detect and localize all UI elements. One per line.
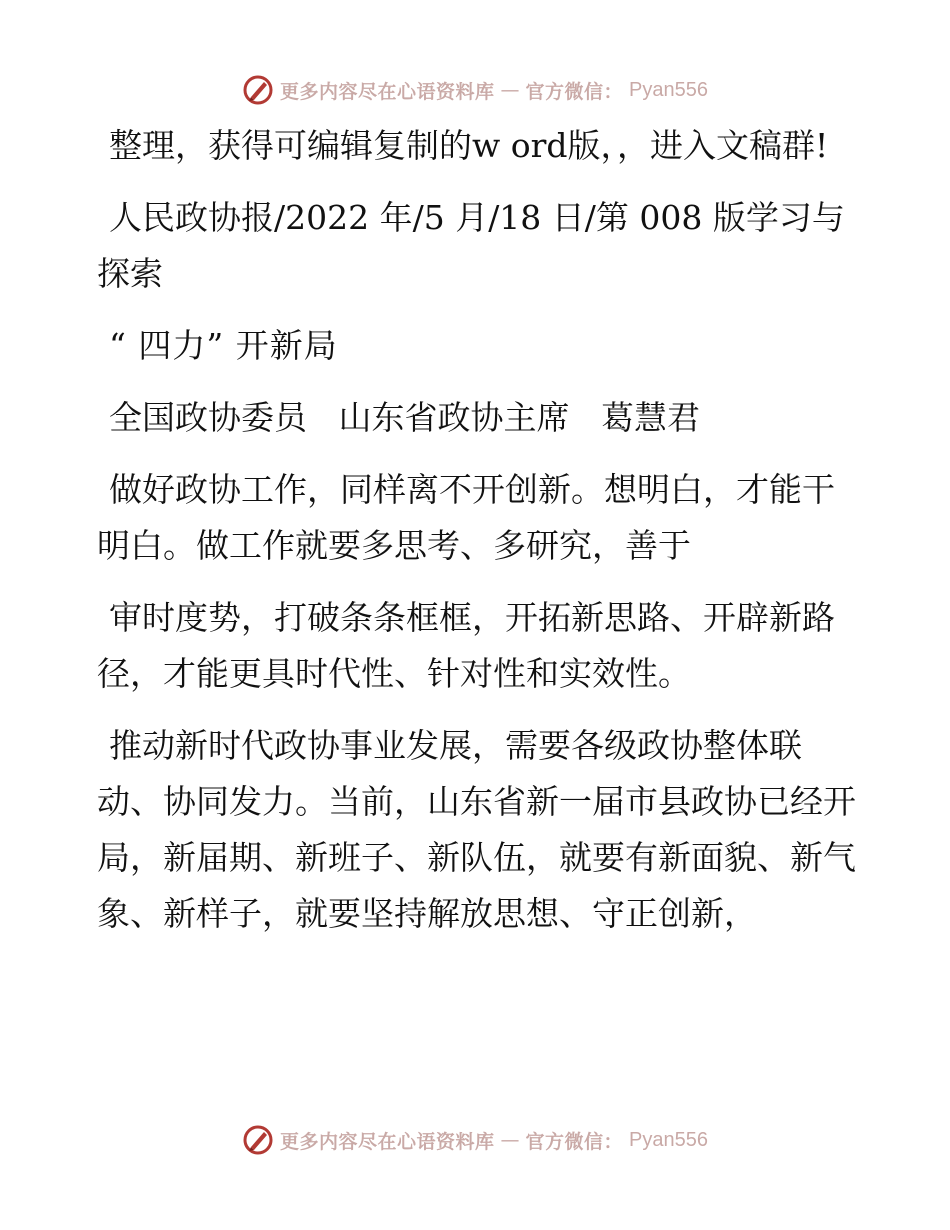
footer-watermark <box>0 1120 950 1160</box>
watermark-wechat-label: 官方微信： <box>525 80 624 103</box>
article-title: “ 四力” 开新局 <box>109 326 338 365</box>
pen-logo-icon <box>242 74 274 106</box>
watermark-wechat-id: Pyan556 <box>629 1128 708 1151</box>
pen-logo-icon <box>242 1124 274 1156</box>
watermark-wechat-label: 官方微信： <box>525 1130 624 1153</box>
body-paragraph-1: 做好政协工作，同样离不开创新。想明白，才能干明白。做工作就要多思考、多研究，善于 <box>97 470 835 565</box>
intro-paragraph: 整理，获得可编辑复制的w ord版，，进入文稿群! <box>109 126 829 165</box>
watermark-site-text: 更多内容尽在心语资料库 <box>280 1130 495 1153</box>
document-body <box>97 118 857 958</box>
author-line: 全国政协委员 山东省政协主席 葛慧君 <box>109 398 700 437</box>
source-line: 人民政协报/2022 年/5 月/18 日/第 008 版学习与探索 <box>97 198 845 293</box>
body-paragraph-2: 审时度势，打破条条框框，开拓新思路、开辟新路径，才能更具时代性、针对性和实效性。 <box>97 598 835 693</box>
watermark-site-text: 更多内容尽在心语资料库 <box>280 80 495 103</box>
watermark-wechat-id: Pyan556 <box>629 78 708 101</box>
watermark-separator: — <box>500 79 520 101</box>
header-watermark <box>0 70 950 110</box>
watermark-separator: — <box>500 1129 520 1151</box>
body-paragraph-3: 推动新时代政协事业发展，需要各级政协整体联动、协同发力。当前，山东省新一届市县政协已经开局，新届期、新班子、新队伍，就要有新面貌、新气象、新样子，就要坚持解放思想、守正创新， <box>97 726 856 933</box>
